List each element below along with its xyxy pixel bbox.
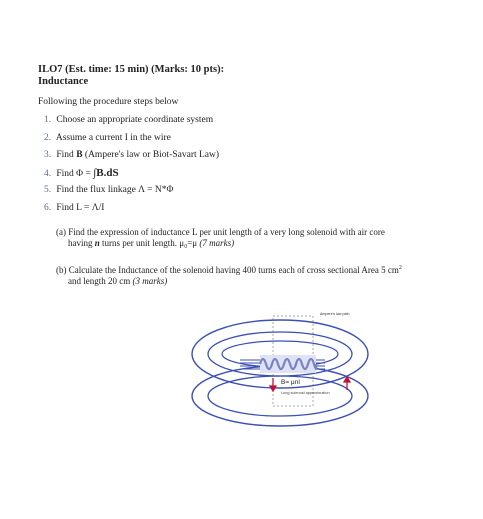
step-text: (Ampere's law or Biot-Savart Law) [82,150,220,161]
intro-text: Following the procedure steps below [38,97,179,107]
marks-label: (7 marks) [199,238,235,248]
question-label: (a) [56,227,66,237]
question-header [38,64,224,88]
step-item [44,202,219,220]
step-text: Find the flux linkage Λ = N*Φ [56,185,174,196]
step-number: 1. [44,115,52,125]
solenoid-diagram [185,306,375,428]
step-item [44,132,219,150]
step-item [44,167,219,185]
field-line [208,376,352,416]
marks-label: (3 marks) [132,276,168,286]
title-line: ILO7 (Est. time: 15 min) (Marks: 10 pts): [38,64,225,75]
question-text: having [68,238,95,248]
field-formula: B= μnI [281,379,301,386]
field-line [192,366,368,426]
figure-caption: Long solenoid approximation [281,391,330,395]
step-text: Find [56,150,77,161]
step-number: 6. [44,202,52,213]
steps-list [44,114,219,220]
question-label: (b) [56,265,67,275]
step-text: Assume a current I in the wire [55,132,171,143]
superscript: 2 [398,265,402,271]
step-bold: B [76,150,83,161]
subtitle-line: Inductance [38,76,89,87]
question-text: Calculate the Inductance of the solenoid having 400 turns each of cross sectional Area 5 cm [68,265,399,275]
question-text: and length 20 cm [68,276,133,286]
question-text: turns per unit length. μ₀=μ [99,238,200,248]
step-item [44,184,219,202]
ampere-path-label: Ampere's law path [320,312,350,316]
step-number: 3. [44,150,52,161]
step-text: Find Φ = [56,168,94,179]
step-number: 4. [44,168,52,179]
step-item [44,114,219,132]
step-number: 5. [44,185,52,196]
step-text: Choose an appropriate coordinate system [56,115,214,125]
flux-integral: ∫B.dS [93,166,119,179]
step-number: 2. [44,132,52,143]
question-bold: n [94,238,100,248]
question-a [56,227,431,249]
step-text: Find L = Λ/I [56,202,105,213]
field-line [192,320,368,388]
question-b [56,263,431,287]
question-text: Find the expression of inductance L per unit length of a very long solenoid with air core [68,227,385,237]
step-item [44,149,219,167]
